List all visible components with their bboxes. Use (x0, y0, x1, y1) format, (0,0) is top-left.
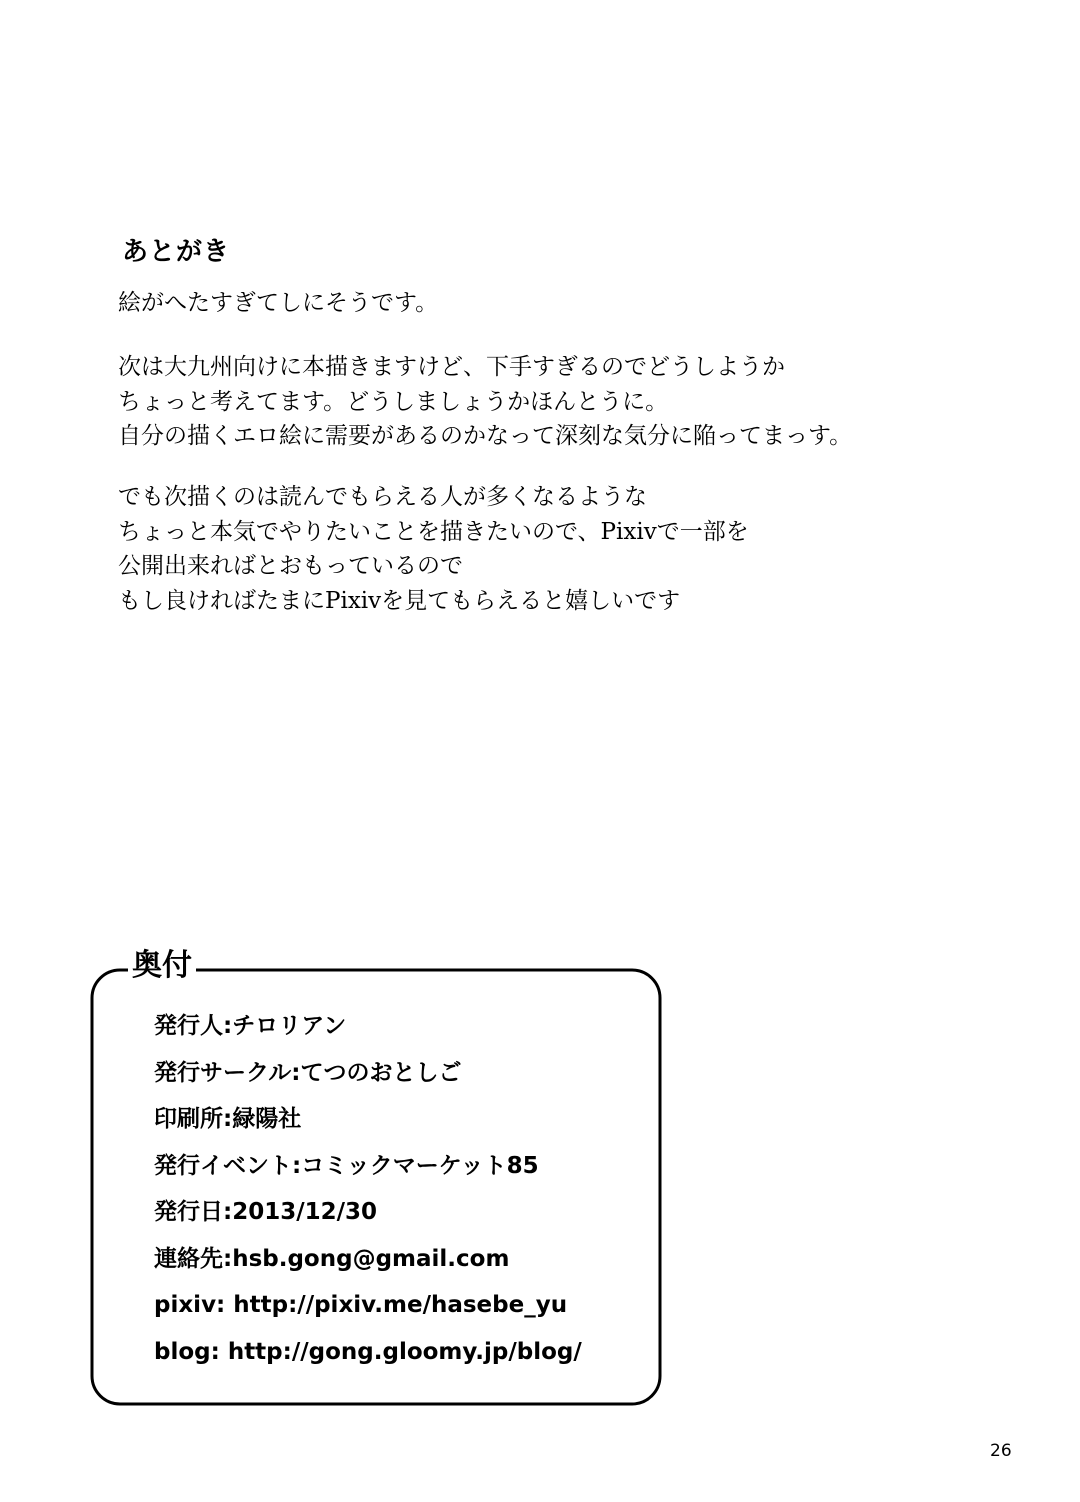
colophon-date: 発行日:2013/12/30 (154, 1199, 378, 1225)
colophon-list (154, 1010, 582, 1382)
colophon-circle: 発行サークル:てつのおとしご (154, 1059, 462, 1086)
afterword-line: 自分の描くエロ絵に需要があるのかなって深刻な気分に陥ってまっす。 (118, 423, 853, 449)
afterword-line: 絵がへたすぎてしにそうです。 (118, 290, 439, 316)
colophon-printer: 印刷所:緑陽社 (154, 1106, 302, 1132)
colophon-blog-link: blog: http://gong.gloomy.jp/blog/ (154, 1338, 582, 1365)
afterword-line: ちょっと考えてます。どうしましょうかほんとうに。 (118, 388, 669, 415)
colophon-box (0, 930, 1080, 1430)
colophon-title: 奥付 (128, 946, 196, 986)
afterword-paragraph-1 (118, 286, 438, 321)
afterword-paragraph-2 (118, 350, 852, 454)
colophon-event: 発行イベント:コミックマーケット85 (154, 1152, 539, 1179)
afterword-line: ちょっと本気でやりたいことを描きたいので、Pixivで一部を (118, 518, 749, 545)
afterword-paragraph-3 (118, 480, 749, 618)
colophon-publisher: 発行人:チロリアン (154, 1013, 347, 1039)
afterword-line: 次は大九州向けに本描きますけど、下手すぎるのでどうしようか (118, 354, 785, 380)
colophon-pixiv-link: pixiv: http://pixiv.me/hasebe_yu (154, 1292, 568, 1318)
colophon-contact: 連絡先:hsb.gong@gmail.com (154, 1245, 510, 1272)
page-number: 26 (990, 1441, 1012, 1461)
afterword-line: もし良ければたまにPixivを見てもらえると嬉しいです (118, 587, 681, 614)
afterword-section (0, 0, 1080, 700)
afterword-title: あとがき (122, 237, 231, 267)
afterword-line: でも次描くのは読んでもらえる人が多くなるような (118, 484, 647, 510)
afterword-line: 公開出来ればとおもっているので (118, 553, 463, 579)
